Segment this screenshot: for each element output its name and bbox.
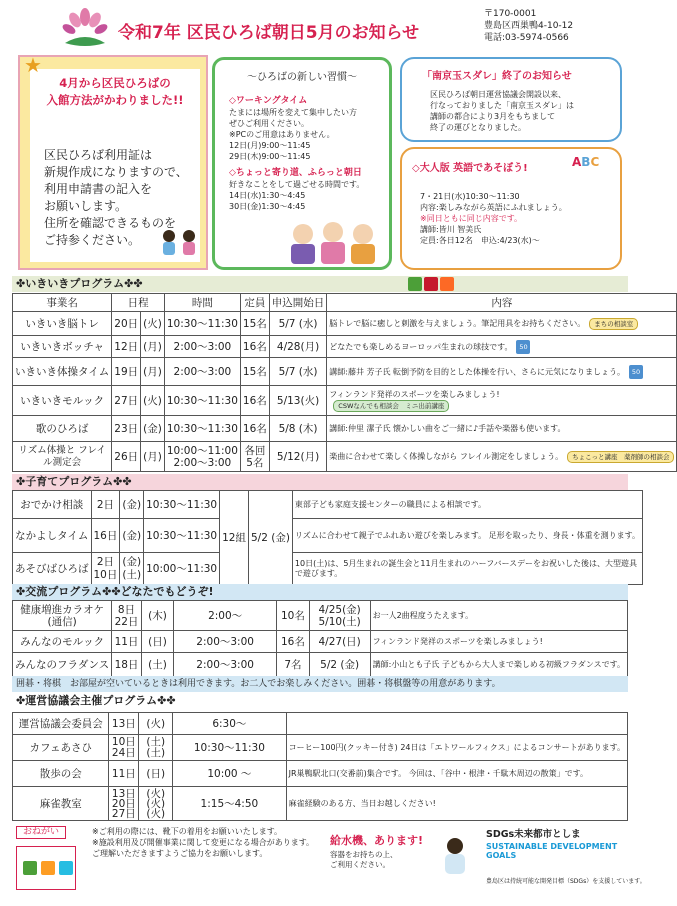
table-cell: 楽曲に合わせて楽しく体操しながら フレイル測定をしましょう。 ちょこっと講座 薬剤師の相談会 [327,442,677,472]
table-cell: 13日 20日 27日 [109,787,139,821]
col-time: 時間 [164,294,240,312]
table-row [13,787,628,821]
table-cell: 10:30～11:30 [144,519,220,553]
table-row [13,653,628,677]
table-cell: 10:30～11:30 [164,416,240,442]
table-cell: 8日 22日 [112,601,142,631]
section-koryu: ✤交流プログラム✤✤どなたでもどうぞ! [12,584,628,600]
koryu-table [12,600,628,677]
table-cell: コーヒー100円(クッキー付き) 24日は「エトワールフィクス」によるコンサートがあります。 [286,735,627,761]
sdg-badges [16,846,76,890]
table-cell: 20日 [112,312,141,336]
table-cell: 運営協議会委員会 [13,713,109,735]
table-row [13,601,628,631]
table-cell: 麻雀教室 [13,787,109,821]
table-cell: 東部子ども家庭支援センターの職員による相談です。 [292,491,642,519]
table-cell: 2:00～3:00 [164,358,240,386]
table-cell: なかよしタイム [13,519,92,553]
table-cell: 11日 [109,761,139,787]
notice-heading-1: 4月から区民ひろばの [59,76,171,90]
col-date: 日程 [112,294,165,312]
working-time-title: ◇ワーキングタイム [229,96,308,106]
people-illustration-icon [285,218,381,266]
table-cell: 7名 [277,653,309,677]
table-row [13,386,677,416]
table-cell: 脳トレで脳に癒しと刺激を与えましょう。筆記用具をお持ちください。 まちの相談室 [327,312,677,336]
table-cell: (火) (火) (火) [139,787,173,821]
table-cell: JR巣鴨駅北口(交番前)集合です。 今回は、「谷中・根津・千駄木周辺の散策」です。 [286,761,627,787]
drop-in-title: ◇ちょっと寄り道、ふらっと朝日 [229,168,362,178]
new-habits-box: ～ひろばの新しい習慣～ ◇ワーキングタイム たまには場所を変えて集中したい方 ぜひご利用ください。 ※PCのご用意はありません。 12日(月)9:00～11:45 29日(木)9:00～11:45 ◇ちょっと寄り道、ふらっと朝日 好きなことをして過ごせる時間です。 14日(水)1:30～4:45 30日(金)1:30～4:45 [212,57,392,270]
table-cell: (月) [141,336,165,358]
table-cell: 18日 [112,653,142,677]
notice-heading-2: 入館方法がかわりました!! [46,93,184,107]
table-cell: 16名 [240,386,269,416]
50-plus-icon: 50 [516,340,530,354]
table-cell: お一人2曲程度うたえます。 [370,601,627,631]
table-cell: 5/7 (水) [269,312,327,336]
table-cell: 27日 [112,386,141,416]
section-ikiiki: ✤いきいきプログラム✤✤ [12,276,628,292]
table-cell: 5/12(月) [269,442,327,472]
address-block [484,8,573,44]
table-cell: 健康増進カラオケ (通信) [13,601,112,631]
table-cell: 13日 [109,713,139,735]
table-row [13,491,643,519]
water-dispenser-icon [438,836,472,876]
table-cell: どなたでも楽しめるヨーロッパ生まれの球技です。 50 [327,336,677,358]
english-box: ◇大人版 英語であそぼう! ABC 7・21日(水)10:30～11:30 内容:楽しみながら英語にふれましょう。 ※同日ともに同じ内容です。 講師:皆川 智美氏 定員:各日12名 申込:4/23(水)～ [400,147,622,270]
table-cell: 15名 [240,358,269,386]
table-cell: (木) [141,601,173,631]
col-cap: 定員 [240,294,269,312]
sdg-icon [23,861,37,875]
section-unei: ✤運営協議会主催プログラム✤✤ [12,693,628,709]
table-row [13,519,643,553]
table-cell: 11日 [112,631,142,653]
table-cell: 10:30～11:30 [164,312,240,336]
table-cell: 16日 [91,519,120,553]
table-cell: 10:00 ～ [173,761,286,787]
table-cell: リズムに合わせて親子でふれあい遊びを楽しみます。 足形を取ったり、身長・体重を測ります。 [292,519,642,553]
table-cell: 26日 [112,442,141,472]
table-cell: いきいきモルック [13,386,112,416]
onegai-label: おねがい [16,826,66,839]
table-cell: 2:00～3:00 [164,336,240,358]
sdg-4-icon [424,277,438,291]
table-cell: (金) [141,416,165,442]
sdg-icon [59,861,73,875]
table-cell: (日) [139,761,173,787]
table-cell: 1:15～4:50 [173,787,286,821]
children-illustration-icon [158,227,200,257]
table-cell: (火) [141,312,165,336]
table-cell: 講師:仲里 潔子氏 懐かしい曲をご一緒に♪手話や楽器も使います。 [327,416,677,442]
table-cell: 麻雀経験のある方、当日お越しください! [286,787,627,821]
table-row [13,312,677,336]
table-cell: 6:30～ [173,713,286,735]
table-cell: いきいき脳トレ [13,312,112,336]
table-row [13,553,643,585]
kosodate-cap: 12組 [220,491,249,585]
table-cell: あそびばひろば [13,553,92,585]
badge: ちょこっと講座 薬剤師の相談会 [567,451,674,463]
notice-box [18,55,208,270]
flower-logo-icon [60,5,110,50]
phone: 電話:03-5974-0566 [484,33,569,43]
table-cell: 10:30～11:30 [144,491,220,519]
table-cell: 10:30～11:30 [164,386,240,416]
sdgs-footnote: 豊島区は持続可能な開発目標（SDGs）を支援しています。 [486,878,646,885]
table-cell: 10名 [277,601,309,631]
english-title: ◇大人版 英語であそぼう! [412,163,528,174]
table-cell: 2日 10日 [91,553,120,585]
table-cell: 4/28(月) [269,336,327,358]
page-title: 令和7年 区民ひろば朝日5月のお知らせ [118,23,420,43]
table-cell: (金) (土) [120,553,144,585]
table-cell: 10日 24日 [109,735,139,761]
table-cell: リズム体操と フレイル測定会 [13,442,112,472]
footer-notes: おねがい ※ご利用の際には、靴下の着用をお願いいたします。 ※施設利用及び開催事業に関して変更になる場合があります。 ご理解いただきますようご協力をお願いします。 [16,826,316,898]
table-cell: 2:00～ [174,601,277,631]
badge: まちの相談室 [589,318,638,330]
table-cell: (金) [120,491,144,519]
notice-body: 区民ひろば利用証は 新規作成になりますので、 利用申請書の記入を お願いします。 住所を確認できるものを ご持参ください。 [44,148,188,247]
table-row [13,336,677,358]
table-cell: (土) (土) [139,735,173,761]
table-cell: 15名 [240,312,269,336]
col-name: 事業名 [13,294,112,312]
table-cell: 16名 [277,631,309,653]
water-dispenser-title: 給水機、あります! [330,834,424,847]
sdgs-logo: SUSTAINABLE DEVELOPMENT GOALS [486,842,618,860]
table-cell: 2日 [91,491,120,519]
table-cell: 講師:藤井 芳子氏 転倒予防を目的とした体操を行い、さらに元気になりましょう。 50 [327,358,677,386]
table-cell: 4/27(日) [309,631,370,653]
table-cell: 5/13(火) [269,386,327,416]
sdg-icon [41,861,55,875]
table-cell: (日) [141,631,173,653]
table-cell: 10日(土)は、5月生まれの誕生会と11月生まれのハーフバースデーをお祝いした後は、大型遊具で遊びます。 [292,553,642,585]
unei-table [12,712,628,821]
table-cell: 5/8 (木) [269,416,327,442]
table-cell: (火) [141,386,165,416]
table-cell: フィンランド発祥のスポーツを楽しみましょう! [370,631,627,653]
table-row [13,631,628,653]
star-icon: ★ [24,53,42,77]
igo-shogi-note: 囲碁・将棋 お部屋が空いているときは利用できます。お二人でお楽しみください。囲碁・将棋盤等の用意があります。 [12,676,628,692]
table-cell: 2:00～3:00 [174,631,277,653]
abc-icon: ABC [572,155,600,169]
nankin-title: 「南京玉スダレ」終了のお知らせ [422,71,572,82]
table-cell: 散歩の会 [13,761,109,787]
badge: CSWなんでも相談会 ミニ出前講座 [333,400,449,412]
table-cell: (月) [141,358,165,386]
table-cell: 19日 [112,358,141,386]
table-cell: 講師:小山とも子氏 子どもから大人まで楽しめる初級フラダンスです。 [370,653,627,677]
section-kosodate: ✤子育てプログラム✤✤ [12,474,628,490]
table-cell: 10:30～11:30 [173,735,286,761]
table-cell: 23日 [112,416,141,442]
table-cell: 歌のひろば [13,416,112,442]
sdg-3-icon [408,277,422,291]
table-cell: 4/25(金) 5/10(土) [309,601,370,631]
table-cell: みんなのフラダンス [13,653,112,677]
col-content: 内容 [327,294,677,312]
table-cell: 2:00～3:00 [174,653,277,677]
kosodate-table [12,490,643,585]
table-cell: 16名 [240,416,269,442]
table-cell: カフェあさひ [13,735,109,761]
water-dispenser-note: 容器をお持ちの上、 ご利用ください。 [330,850,398,869]
habits-title: ～ひろばの新しい習慣～ [247,72,357,83]
postal-code: 〒170-0001 [484,9,537,19]
table-cell: 5/2 (金) [309,653,370,677]
table-cell: (月) [141,442,165,472]
table-cell: 10:00～11:30 [144,553,220,585]
table-row [13,713,628,735]
table-cell: 10:00～11:00 2:00～3:00 [164,442,240,472]
col-apply: 申込開始日 [269,294,327,312]
address: 豊島区西巣鴨4-10-12 [484,21,574,31]
50-plus-icon: 50 [629,365,643,379]
kosodate-apply: 5/2 (金) [248,491,292,585]
table-row [13,358,677,386]
table-cell [286,713,627,735]
table-cell: いきいきボッチャ [13,336,112,358]
table-cell: みんなのモルック [13,631,112,653]
table-row [13,735,628,761]
table-cell: フィンランド発祥のスポーツを楽しみましょう! CSWなんでも相談会 ミニ出前講座 [327,386,677,416]
nankin-notice-box: 「南京玉スダレ」終了のお知らせ 区民ひろば朝日運営協議会開設以来、 行なっておりました「南京玉スダレ」は 講師の都合により3月をもちまして 終了の運びとなりました。 [400,57,622,142]
table-cell: 12日 [112,336,141,358]
ikiiki-table [12,293,677,472]
sdg-11-icon [440,277,454,291]
table-cell: (火) [139,713,173,735]
table-row [13,442,677,472]
sdgs-city-title: SDGs未来都市としま [486,829,581,840]
table-cell: 5/7 (水) [269,358,327,386]
table-cell: (土) [141,653,173,677]
table-row [13,416,677,442]
table-row [13,761,628,787]
table-cell: (金) [120,519,144,553]
table-cell: 各回 5名 [240,442,269,472]
table-cell: おでかけ相談 [13,491,92,519]
table-cell: いきいき体操タイム [13,358,112,386]
table-cell: 16名 [240,336,269,358]
